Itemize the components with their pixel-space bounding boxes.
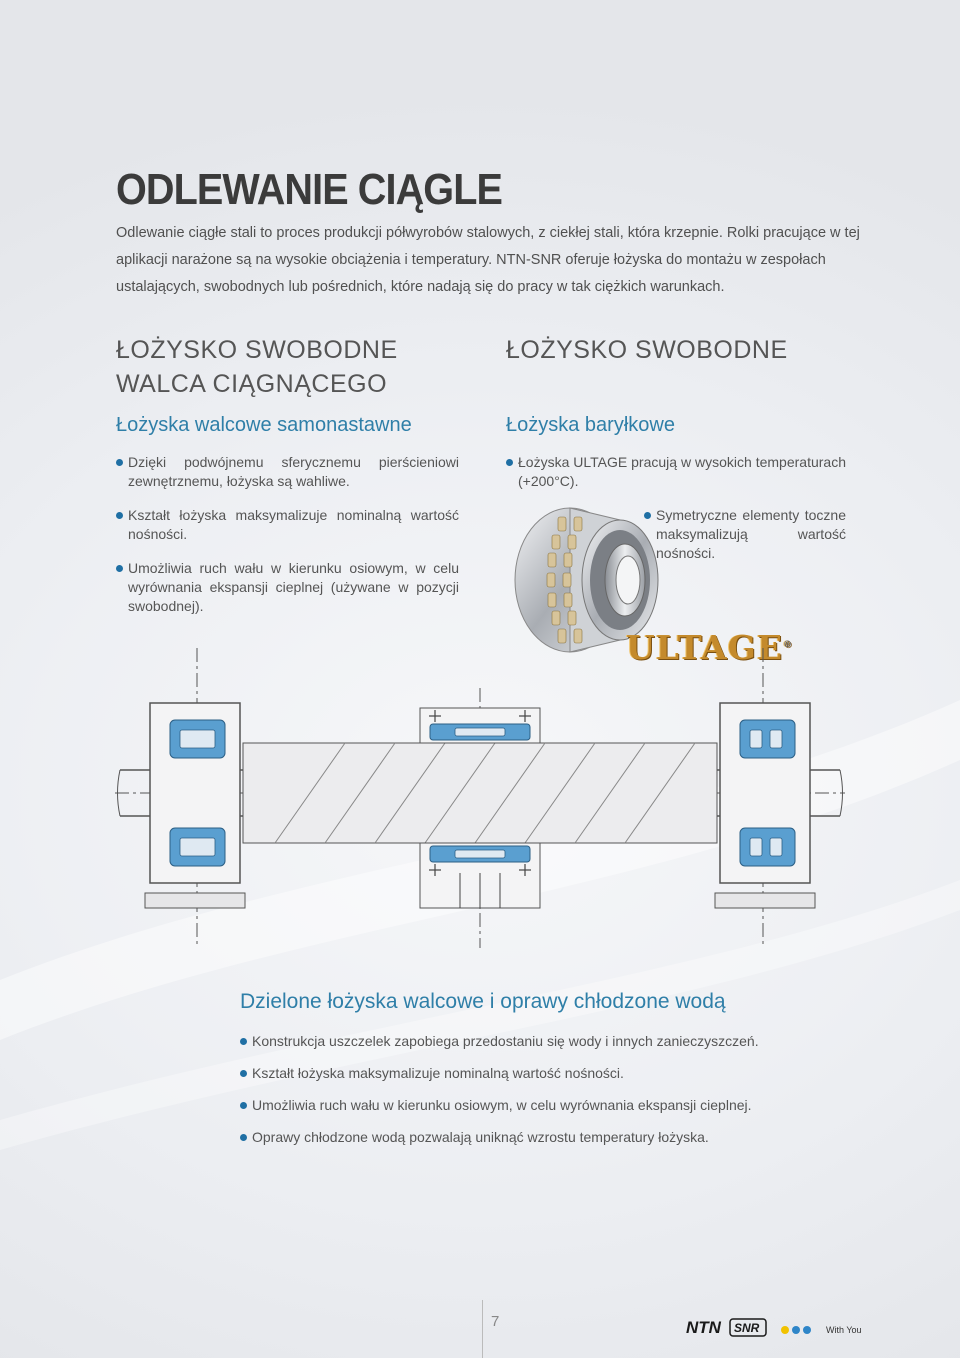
list-item: Kształt łożyska maksymalizuje nominalną wartość nośności. bbox=[116, 506, 459, 544]
list-item: Konstrukcja uszczelek zapobiega przedostaniu się wody i innych zanieczyszczeń. bbox=[240, 1032, 860, 1051]
right-heading: ŁOŻYSKO SWOBODNE bbox=[506, 336, 788, 364]
right-subheading: Łożyska baryłkowe bbox=[506, 414, 675, 436]
registered-mark: ® bbox=[782, 640, 793, 650]
tagline: With You bbox=[826, 1325, 862, 1335]
bottom-bullet-list bbox=[240, 1032, 860, 1160]
left-heading-line2: WALCA CIĄGNĄCEGO bbox=[116, 370, 388, 398]
list-item: Łożyska ULTAGE pracują w wysokich temperaturach (+200°C). bbox=[506, 453, 846, 491]
left-subheading: Łożyska walcowe samonastawne bbox=[116, 414, 412, 436]
list-item: Dzięki podwójnemu sferycznemu pierścieniowi zewnętrznemu, łożyska są wahliwe. bbox=[116, 453, 459, 491]
left-heading bbox=[116, 333, 398, 401]
list-item: Umożliwia ruch wału w kierunku osiowym, w celu wyrównania ekspansji cieplnej (używane w pozycji swobodnej). bbox=[116, 559, 459, 616]
bottom-section-title: Dzielone łożyska walcowe i oprawy chłodzone wodą bbox=[240, 990, 726, 1013]
bearing-assembly-drawing bbox=[115, 648, 845, 958]
brand-snr: SNR bbox=[734, 1321, 760, 1335]
left-heading-line1: ŁOŻYSKO SWOBODNE bbox=[116, 336, 398, 364]
page-title: ODLEWANIE CIĄGLE bbox=[116, 165, 503, 214]
page-number: 7 bbox=[491, 1313, 500, 1330]
list-item: Umożliwia ruch wału w kierunku osiowym, w celu wyrównania ekspansji cieplnej. bbox=[240, 1096, 860, 1115]
list-item: Kształt łożyska maksymalizuje nominalną wartość nośności. bbox=[240, 1064, 860, 1083]
page-divider bbox=[482, 1300, 483, 1358]
ultage-logo-text: ULTAGE bbox=[626, 628, 783, 667]
list-item: Symetryczne elementy toczne maksymalizują wartość nośności. bbox=[644, 506, 846, 563]
list-item: Oprawy chłodzone wodą pozwalają uniknąć wzrostu temperatury łożyska. bbox=[240, 1128, 860, 1147]
brand-ntn: NTN bbox=[686, 1318, 721, 1337]
left-bullet-list bbox=[116, 453, 459, 631]
intro-paragraph: Odlewanie ciągłe stali to proces produkcji półwyrobów stalowych, z ciekłej stali, która krzepnie. Rolki pracujące w tej aplikacji narażone są na wysokie obciążenia i temperatury. NTN-SNR oferuje łożyska do montażu w zespołach ustalających, swobodnych lub pośrednich, które nadają się do pracy w tak ciężkich warunkach. bbox=[116, 225, 860, 295]
